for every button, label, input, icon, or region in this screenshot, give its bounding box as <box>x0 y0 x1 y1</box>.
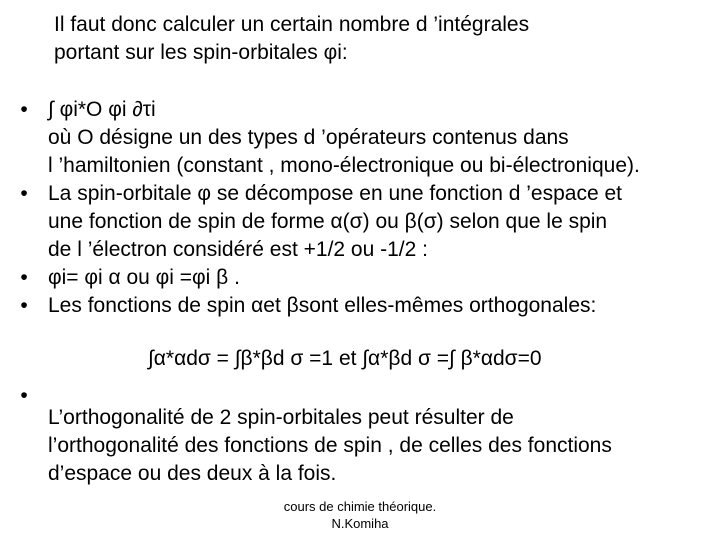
bullet-item-integral <box>14 96 714 180</box>
bullet-dot: • <box>20 294 28 317</box>
intro-line: Il faut donc calculer un certain nombre d ’intégrales <box>54 13 530 36</box>
footer-course: cours de chimie théorique. <box>283 499 437 514</box>
bullet-line: L’orthogonalité de 2 spin-orbitales peut résulter de <box>48 406 514 429</box>
bullet-item-spin-orbitale <box>14 180 714 264</box>
bullet-dot: • <box>20 384 28 407</box>
bullet-line: l’orthogonalité des fonctions de spin , de celles des fonctions <box>48 434 612 457</box>
orthogonality-equation: ∫α*αdσ = ∫β*βd σ =1 et ∫α*βd σ =∫ β*αdσ=0 <box>148 347 542 370</box>
intro-line: portant sur les spin-orbitales φi: <box>54 41 348 64</box>
bullet-item-orthogonales <box>14 292 714 320</box>
bullet-line: une fonction de spin de forme α(σ) ou β(σ) selon que le spin <box>48 210 608 233</box>
bullet-list <box>14 96 714 344</box>
intro-text <box>54 11 654 67</box>
bullet-body <box>48 404 720 488</box>
bullet-line: d’espace ou des deux à la fois. <box>48 462 337 485</box>
bullet-line: φi= φi α ou φi =φi β . <box>48 266 240 289</box>
bullet-line: Les fonctions de spin αet βsont elles-mêmes orthogonales: <box>48 294 597 317</box>
bullet-dot: • <box>20 98 28 121</box>
bullet-dot: • <box>20 266 28 289</box>
bullet-line: l ’hamiltonien (constant , mono-électronique ou bi-électronique). <box>48 154 640 177</box>
bullet-line: ∫ φi*O φi ∂τi <box>48 98 156 121</box>
footer <box>240 498 480 532</box>
bullet-item-phi <box>14 264 714 292</box>
bullet-line: de l ’électron considéré est +1/2 ou -1/2 : <box>48 238 428 261</box>
bullet-line: La spin-orbitale φ se décompose en une fonction d ’espace et <box>48 182 622 205</box>
footer-author: N.Komiha <box>331 516 389 531</box>
bullet-dot: • <box>20 182 28 205</box>
bullet-line: où O désigne un des types d ’opérateurs contenus dans <box>48 126 569 149</box>
